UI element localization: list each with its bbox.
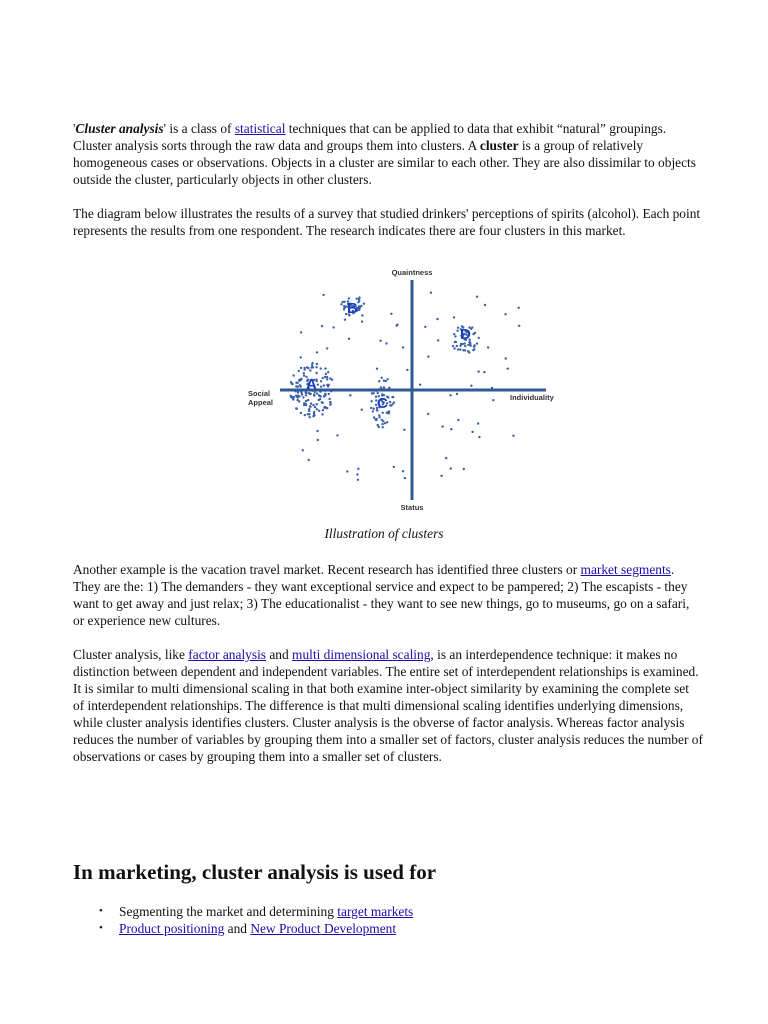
respondent-dot xyxy=(372,410,374,412)
respondent-dot xyxy=(324,367,326,369)
respondent-dot xyxy=(310,402,312,404)
respondent-dot xyxy=(484,304,486,306)
comparison-text: Cluster analysis, like xyxy=(73,647,189,662)
respondent-dot xyxy=(303,372,305,374)
respondent-dot xyxy=(385,380,387,382)
respondent-dot xyxy=(309,369,311,371)
respondent-dot xyxy=(295,395,297,397)
respondent-dot xyxy=(383,386,385,388)
respondent-dot xyxy=(477,422,479,424)
respondent-dot xyxy=(321,325,323,327)
respondent-dot xyxy=(363,303,365,305)
respondent-dot xyxy=(358,309,360,311)
respondent-dot xyxy=(313,394,315,396)
respondent-dot xyxy=(300,356,302,358)
link-statistical[interactable]: statistical xyxy=(234,121,286,136)
respondent-dot xyxy=(382,426,384,428)
respondent-dot xyxy=(388,411,390,413)
axis-label-quaintness: Quaintness xyxy=(391,268,433,277)
respondent-dot xyxy=(453,347,455,349)
quote-mark: ' xyxy=(73,121,76,136)
respondent-dot xyxy=(341,301,343,303)
respondent-dot xyxy=(518,307,520,309)
respondent-dot xyxy=(323,406,325,408)
respondent-dot xyxy=(471,431,473,433)
respondent-dot xyxy=(318,410,320,412)
comparison-text: , is an interdependence technique: it makes no distinction between dependent and independent variables. The entire set of interdependent relationships is examined. It is similar to multi dimensional scaling in that both examine inter-object similarity by examining the complete set of interdependent relationships. The difference is that multi dimensional scaling identifies underlying dimensions, while cluster analysis identifies clusters. Cluster analysis is the obverse of factor analysis. Whereas factor analysis reduces the number of variables by grouping them into a smaller set of factors, cluster analysis reduces the number of observations or cases by grouping them into a smaller set of clusters. xyxy=(73,647,703,764)
cluster-label-c: C xyxy=(377,395,388,412)
link-factor-analysis[interactable]: factor analysis xyxy=(188,647,267,662)
respondent-dot xyxy=(308,459,310,461)
respondent-dot xyxy=(295,382,297,384)
respondent-dot xyxy=(402,346,404,348)
respondent-dot xyxy=(454,341,456,343)
respondent-dot xyxy=(419,384,421,386)
respondent-dot xyxy=(318,399,320,401)
respondent-dot xyxy=(348,338,350,340)
respondent-dot xyxy=(373,416,375,418)
link-new-product-development[interactable]: New Product Development xyxy=(250,921,397,936)
respondent-dot xyxy=(316,351,318,353)
respondent-dot xyxy=(427,413,429,415)
respondent-dot xyxy=(346,470,348,472)
respondent-dot xyxy=(320,380,322,382)
respondent-dot xyxy=(390,313,392,315)
respondent-dot xyxy=(450,467,452,469)
respondent-dot xyxy=(313,411,315,413)
respondent-dot xyxy=(308,410,310,412)
respondent-dot xyxy=(406,369,408,371)
cluster-label-b: B xyxy=(347,300,358,317)
respondent-dot xyxy=(380,386,382,388)
respondent-dot xyxy=(300,367,302,369)
respondent-dot xyxy=(505,357,507,359)
respondent-dot xyxy=(300,385,302,387)
respondent-dot xyxy=(298,400,300,402)
respondent-dot xyxy=(289,395,291,397)
respondent-dot xyxy=(307,367,309,369)
quote-mark: ' xyxy=(163,121,167,136)
respondent-dot xyxy=(340,303,342,305)
respondent-dot xyxy=(329,404,331,406)
respondent-dot xyxy=(463,468,465,470)
respondent-dot xyxy=(356,473,358,475)
respondent-dot xyxy=(305,394,307,396)
respondent-dot xyxy=(492,399,494,401)
respondent-dot xyxy=(440,475,442,477)
respondent-dot xyxy=(450,428,452,430)
axis-label-individuality: Individuality xyxy=(510,393,554,402)
bold-cluster: cluster xyxy=(479,138,519,153)
respondent-dot xyxy=(328,393,330,395)
respondent-dot xyxy=(378,414,380,416)
respondent-dot xyxy=(318,394,320,396)
respondent-dot xyxy=(379,340,381,342)
respondent-dot xyxy=(302,449,304,451)
respondent-dot xyxy=(384,422,386,424)
respondent-dot xyxy=(322,377,324,379)
respondent-dot xyxy=(361,314,363,316)
respondent-dot xyxy=(474,332,476,334)
respondent-dot xyxy=(459,345,461,347)
respondent-dot xyxy=(308,413,310,415)
respondent-dot xyxy=(392,396,394,398)
bullet-marker: • xyxy=(99,905,103,917)
respondent-dot xyxy=(459,348,461,350)
list-item xyxy=(73,903,413,920)
respondent-dot xyxy=(314,406,316,408)
respondent-dot xyxy=(298,395,300,397)
respondent-dot xyxy=(381,377,383,379)
cluster-diagram xyxy=(240,262,570,514)
link-target-markets[interactable]: target markets xyxy=(337,904,414,919)
respondent-dot xyxy=(457,419,459,421)
list-item xyxy=(73,920,413,937)
respondent-dot xyxy=(385,342,387,344)
respondent-dot xyxy=(300,412,302,414)
vacation-paragraph xyxy=(73,561,703,629)
respondent-dot xyxy=(326,407,328,409)
respondent-dot xyxy=(302,396,304,398)
respondent-dot xyxy=(291,397,293,399)
respondent-dot xyxy=(317,384,319,386)
bullet-marker: • xyxy=(99,922,103,934)
respondent-dot xyxy=(322,409,324,411)
axis-label-social: Social xyxy=(248,389,271,398)
comparison-text: and xyxy=(266,647,293,662)
respondent-dot xyxy=(461,343,463,345)
respondent-dot xyxy=(389,401,391,403)
respondent-dot xyxy=(321,413,323,415)
respondent-dot xyxy=(424,326,426,328)
respondent-dot xyxy=(326,347,328,349)
cluster-label-d: D xyxy=(460,326,471,343)
respondent-dot xyxy=(327,371,329,373)
respondent-dot xyxy=(311,366,313,368)
respondent-dot xyxy=(300,378,302,380)
respondent-dot xyxy=(464,349,466,351)
respondent-dot xyxy=(336,434,338,436)
respondent-dot xyxy=(441,425,443,427)
respondent-dot xyxy=(358,300,360,302)
respondent-dot xyxy=(315,372,317,374)
respondent-dot xyxy=(370,407,372,409)
respondent-dot xyxy=(464,345,466,347)
respondent-dot xyxy=(445,457,447,459)
respondent-dot xyxy=(300,331,302,333)
respondent-dot xyxy=(328,384,330,386)
respondent-dot xyxy=(452,345,454,347)
respondent-dot xyxy=(316,408,318,410)
respondent-dot xyxy=(304,403,306,405)
respondent-dot xyxy=(396,324,398,326)
respondent-dot xyxy=(326,378,328,380)
respondent-dot xyxy=(312,404,314,406)
intro-text: is a group of relatively homogeneous cases or observations. Objects in a cluster are similar to each other. They are also dissimilar to objects outside the cluster, particularly objects in other clusters. xyxy=(73,138,696,187)
respondent-dot xyxy=(307,399,309,401)
respondent-dot xyxy=(454,335,456,337)
respondent-dot xyxy=(456,345,458,347)
respondent-dot xyxy=(477,370,479,372)
respondent-dot xyxy=(473,346,475,348)
respondent-dot xyxy=(437,339,439,341)
respondent-dot xyxy=(316,430,318,432)
respondent-dot xyxy=(298,370,300,372)
respondent-dot xyxy=(430,292,432,294)
respondent-dot xyxy=(387,378,389,380)
respondent-dot xyxy=(427,355,429,357)
link-market-segments[interactable]: market segments xyxy=(580,562,671,577)
cluster-label-a: A xyxy=(306,376,317,393)
respondent-dot xyxy=(457,327,459,329)
figure-caption: Illustration of clusters xyxy=(324,526,444,541)
respondent-dot xyxy=(393,466,395,468)
respondent-dot xyxy=(476,296,478,298)
respondent-dot xyxy=(470,345,472,347)
respondent-dot xyxy=(370,400,372,402)
respondent-dot xyxy=(476,342,478,344)
link-multi-dimensional-scaling[interactable]: multi dimensional scaling xyxy=(292,647,431,662)
respondent-dot xyxy=(381,423,383,425)
axis-label-status: Status xyxy=(400,503,424,512)
respondent-dot xyxy=(320,386,322,388)
respondent-dot xyxy=(305,400,307,402)
respondent-dot xyxy=(328,398,330,400)
respondent-dot xyxy=(332,326,334,328)
respondent-dot xyxy=(325,373,327,375)
respondent-dot xyxy=(297,391,299,393)
respondent-dot xyxy=(371,392,373,394)
link-product-positioning[interactable]: Product positioning xyxy=(119,921,225,936)
respondent-dot xyxy=(393,401,395,403)
respondent-dot xyxy=(317,439,319,441)
respondent-dot xyxy=(344,319,346,321)
respondent-dot xyxy=(322,294,324,296)
axis-label-appeal: Appeal xyxy=(248,398,274,407)
respondent-dot xyxy=(323,384,325,386)
respondent-dot xyxy=(311,362,313,364)
respondent-dot xyxy=(324,376,326,378)
respondent-dot xyxy=(386,421,388,423)
respondent-dot xyxy=(390,404,392,406)
respondent-dot xyxy=(453,333,455,335)
respondent-dot xyxy=(324,393,326,395)
vacation-text: . They are the: 1) The demanders - they want exceptional service and expect to be pampered; 2) The escapists - they want to get away and just relax; 3) The educationalist - they want to see new things, go to museums, go on a safari, or experience new cultures. xyxy=(73,562,690,628)
intro-text: is a class of xyxy=(166,121,235,136)
section-heading: In marketing, cluster analysis is used for xyxy=(73,860,437,884)
respondent-dot xyxy=(357,468,359,470)
intro-text: techniques that can be applied to data that exhibit “natural” groupings. Cluster analysis sorts through the raw data and groups them into clusters. A xyxy=(73,121,667,153)
list-item-text: Segmenting the market and determining xyxy=(119,904,338,919)
respondent-dot xyxy=(316,363,318,365)
respondent-dot xyxy=(404,477,406,479)
respondent-dot xyxy=(309,416,311,418)
respondent-dot xyxy=(316,403,318,405)
respondent-dot xyxy=(315,366,317,368)
lead-term: Cluster analysis xyxy=(75,121,164,136)
respondent-dot xyxy=(309,405,311,407)
respondent-dot xyxy=(377,424,379,426)
respondent-dot xyxy=(375,419,377,421)
respondent-dot xyxy=(512,435,514,437)
respondent-dot xyxy=(456,330,458,332)
respondent-dot xyxy=(471,326,473,328)
respondent-dot xyxy=(321,401,323,403)
respondent-dot xyxy=(478,436,480,438)
respondent-dot xyxy=(343,307,345,309)
respondent-dot xyxy=(507,368,509,370)
respondent-dot xyxy=(349,394,351,396)
respondent-dot xyxy=(453,316,455,318)
respondent-dot xyxy=(292,374,294,376)
respondent-dot xyxy=(290,381,292,383)
intro-paragraph xyxy=(73,120,703,188)
respondent-dot xyxy=(436,318,438,320)
respondent-dot xyxy=(373,408,375,410)
respondent-dot xyxy=(295,385,297,387)
respondent-dots xyxy=(289,292,520,482)
respondent-dot xyxy=(472,349,474,351)
respondent-dot xyxy=(402,470,404,472)
usage-list xyxy=(73,903,413,937)
respondent-dot xyxy=(303,375,305,377)
respondent-dot xyxy=(403,429,405,431)
respondent-dot xyxy=(296,408,298,410)
respondent-dot xyxy=(456,393,458,395)
respondent-dot xyxy=(504,313,506,315)
respondent-dot xyxy=(457,348,459,350)
respondent-dot xyxy=(304,414,306,416)
respondent-dot xyxy=(449,394,451,396)
respondent-dot xyxy=(361,320,363,322)
respondent-dot xyxy=(361,409,363,411)
respondent-dot xyxy=(487,346,489,348)
respondent-dot xyxy=(357,479,359,481)
respondent-dot xyxy=(329,377,331,379)
respondent-dot xyxy=(377,392,379,394)
respondent-dot xyxy=(320,367,322,369)
respondent-dot xyxy=(478,337,480,339)
respondent-dot xyxy=(301,393,303,395)
diagram-intro-paragraph: The diagram below illustrates the results of a survey that studied drinkers' perceptions of spirits (alcohol). Each point represents the results from one respondent. The research indicates there are four clusters in this market. xyxy=(73,206,701,238)
respondent-dot xyxy=(467,350,469,352)
respondent-dot xyxy=(381,419,383,421)
respondent-dot xyxy=(303,367,305,369)
respondent-dot xyxy=(518,325,520,327)
respondent-dot xyxy=(311,364,313,366)
comparison-paragraph xyxy=(73,646,703,765)
respondent-dot xyxy=(483,371,485,373)
respondent-dot xyxy=(378,380,380,382)
list-item-text: and xyxy=(224,921,251,936)
vacation-text: Another example is the vacation travel market. Recent research has identified three clusters or xyxy=(73,562,581,577)
respondent-dot xyxy=(329,401,331,403)
respondent-dot xyxy=(376,368,378,370)
respondent-dot xyxy=(470,385,472,387)
